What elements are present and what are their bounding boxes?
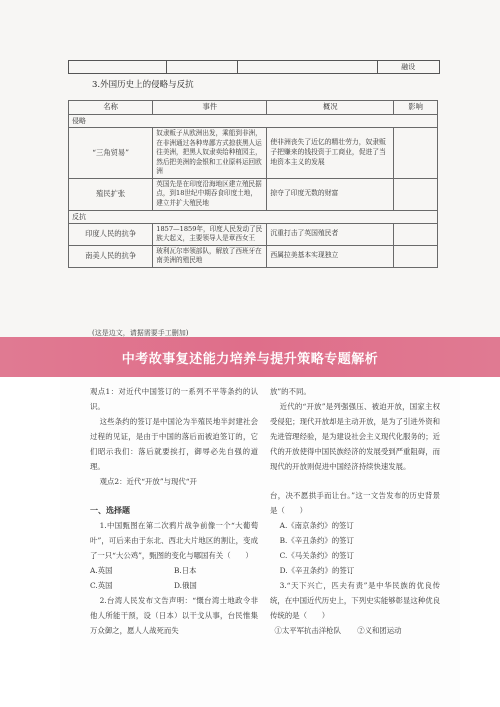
section-title: 3.外国历史上的侵略与反抗	[92, 80, 194, 90]
paragraph: 近代的“开放”是列强强压、被迫开放，国家主权受侵犯；现代开放却是主动开放，是为了引进外资和先进管理经验，是为建设社会主义现代化服务的；近代的开放使得中国民族经济的发展受到严重阻碍，而现代的开放则促进中国经济持续快速发展。	[270, 402, 440, 471]
row-name: “三角贸易”	[69, 128, 153, 179]
header-summary: 概况	[267, 101, 394, 115]
segment-label: 侵略	[69, 115, 438, 128]
strip-cell-text: 融设	[401, 63, 416, 71]
table-header-row	[69, 101, 438, 115]
header-effect: 影响	[394, 101, 438, 115]
option: B.日本	[174, 566, 197, 575]
row-event: 玻利瓦尔率领部队，解放了西班牙在南美洲的殖民地	[153, 245, 267, 267]
paragraph: 这些条约的签订是中国沦为半殖民地半封建社会过程的见证，是由于中国的落后而被迫签订的，它们昭示我们：落后就要挨打，御辱必先自强的道理。	[90, 417, 258, 471]
option: B.《辛丑条约》的签订	[279, 536, 354, 545]
table-row	[69, 128, 438, 179]
row-effect	[394, 223, 438, 245]
option: ①太平军抗击洋枪队	[274, 626, 341, 635]
table-row	[69, 178, 438, 210]
header-name: 名称	[69, 101, 153, 115]
table-fragment-top	[68, 60, 440, 74]
question-3: 3.“天下兴亡，匹夫有责”是中华民族的优良传统，在中国近代历史上，下列史实能够彰显这种优良传统的是（ ）	[270, 581, 440, 620]
option: D.《辛丑条约》的签订	[279, 566, 355, 575]
option: C.《马关条约》的签订	[279, 551, 354, 560]
history-table	[68, 100, 438, 268]
row-event: 英国先是在印度沿海地区建立殖民据点，到18世纪中期吞食印度土地，建立并扩大殖民地	[153, 178, 267, 210]
segment-label: 反抗	[69, 210, 438, 223]
row-summary: 西属拉美基本实现独立	[267, 245, 394, 267]
right-column	[270, 384, 440, 638]
question-2-cont: 台，决不愿拱手而让台。”这一文告发布的历史背景是（ ）	[270, 491, 440, 515]
row-summary: 掠夺了印度无数的财富	[267, 178, 394, 210]
header-event: 事件	[153, 101, 267, 115]
segment-row-resistance	[69, 210, 438, 223]
table-row	[69, 245, 438, 267]
option: C.英国	[90, 581, 113, 590]
q1-options-row-2	[90, 578, 258, 593]
section-heading: 一、选择题	[90, 505, 130, 515]
row-name: 南美人民的抗争	[69, 245, 153, 267]
row-effect	[394, 178, 438, 210]
row-effect	[394, 245, 438, 267]
viewpoint-1: 观点1：对近代中国签订的一系列不平等条约的认识。	[90, 387, 258, 411]
row-name: 印度人民的抗争	[69, 223, 153, 245]
question-1: 1.中国甄图在第二次鸦片战争前像一个“大葡萄叶”，可后来由于东北、西北大片地区的割让，变成了一只“大公鸡”，甄图的变化与哪国有关（ ）	[90, 521, 258, 560]
banner-title: 中考故事复述能力培养与提升策略专题解析	[121, 351, 379, 367]
row-event: 1857—1859年，印度人民发动了民族大起义，主要领导人是章西女王	[153, 223, 267, 245]
row-summary: 使非洲丧失了近亿的精壮劳力，奴隶贩子把赚来的钱投资于工商业，促进了当地资本主义的发展	[267, 128, 394, 179]
option: ②义和团运动	[357, 626, 402, 635]
question-2: 2.台湾人民发布文告声明：“慨台湾士地政令非他人所能干预，设（日本）以干戈从事，台民惟集万众御之，愿人人战死而失	[90, 596, 258, 635]
option: A.《南京条约》的签订	[279, 521, 354, 530]
table-row	[69, 223, 438, 245]
option: A.英国	[90, 566, 113, 575]
q1-options-row-1	[90, 563, 258, 578]
option: D.俄国	[174, 581, 197, 590]
viewpoint-2-cont: 放”的不同。	[270, 387, 311, 396]
segment-row-aggression	[69, 115, 438, 128]
q3-options-row	[270, 623, 440, 638]
row-event: 奴隶贩子从欧洲出发，乘船到非洲，在非洲通过各种卑鄙方式掠获黑人运往美洲，把黑人奴隶卖给种植园主，然后把美洲的金银和工业原料运回欧洲	[153, 128, 267, 179]
title-banner	[0, 337, 500, 377]
left-column	[90, 384, 258, 638]
row-summary: 沉重打击了英国殖民者	[267, 223, 394, 245]
scanned-page-top	[0, 0, 500, 340]
row-effect	[394, 128, 438, 179]
viewpoint-2: 观点2：近代“开放”与现代“开	[99, 477, 197, 486]
row-name: 殖民扩张	[69, 178, 153, 210]
footer-note: (这是边文，请据需要手工删加)	[92, 329, 189, 337]
